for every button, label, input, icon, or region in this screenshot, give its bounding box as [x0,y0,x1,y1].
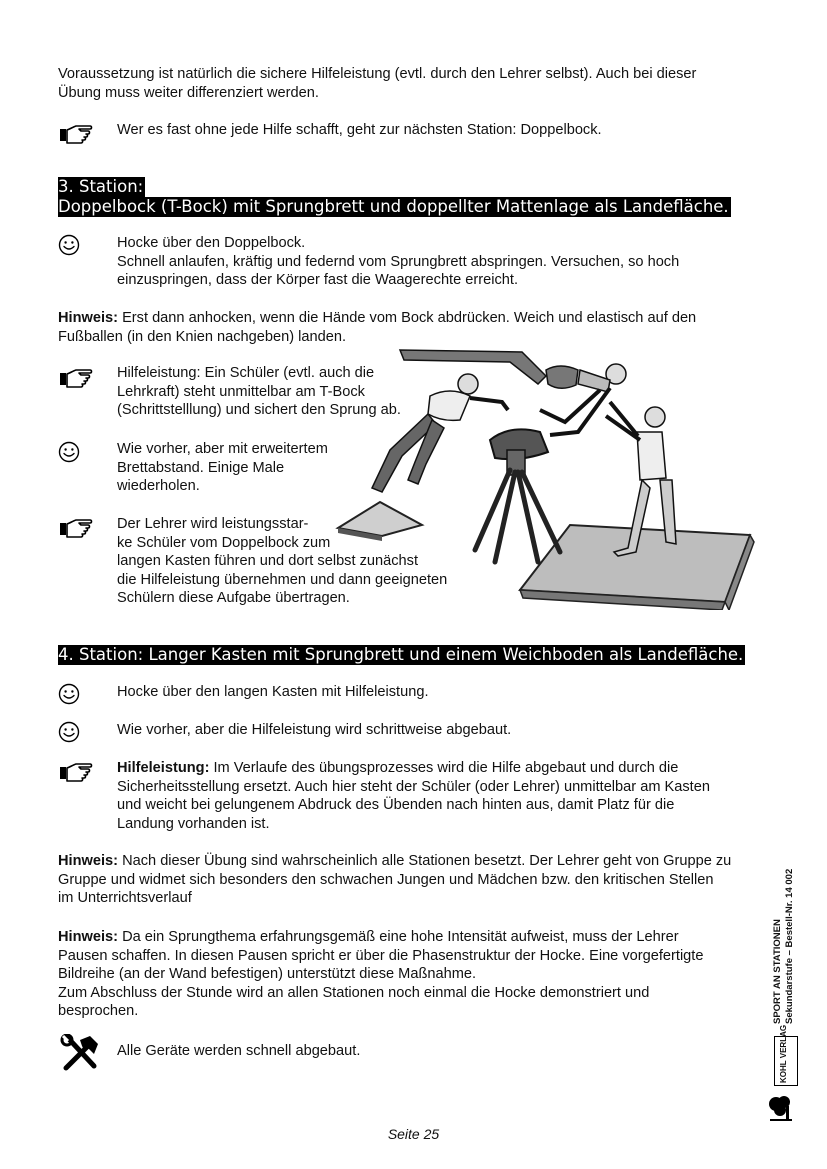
task-line: Schnell anlaufen, kräftig und federnd vom Sprungbrett abspringen. Versuchen, so hoch [117,253,680,270]
jumping-student [372,374,508,492]
hint-text: Bildreihe (an der Wand befestigen) unterstützt diese Maßnahme. [58,966,477,983]
pointing-hand-icon [58,761,98,783]
station4-hint1 [58,852,763,908]
hint-text: Pausen schaffen. In diesen Pausen spricht er über die Phasenstruktur der Hocke. Eine vorgefertigte [58,947,704,964]
task-line: Hocke über den Doppelbock. [117,235,306,251]
hint-text: im Unterrichtsverlauf [58,890,192,907]
station3-task1 [117,234,757,290]
task-line: Wie vorher, aber mit erweitertem [117,441,328,457]
pointing-hand-icon [58,367,98,389]
station4-heading-line: 4. Station: Langer Kasten mit Sprungbrett und einem Weichboden als Landefläche. [58,645,744,664]
smiley-face-icon [58,441,80,463]
teacher-line: ke Schüler vom Doppelbock zum [117,534,331,551]
smiley-face-icon [58,721,80,743]
task-line: wiederholen. [117,478,200,495]
teacher-line: Der Lehrer wird leistungsstar- [117,516,309,532]
help-text: Sicherheitsstellung ersetzt. Auch hier steht der Schüler (oder Lehrer) unmittelbar am Kasten [117,778,710,795]
page-number: Seite 25 [387,1126,440,1142]
hint-text: Zum Abschluss der Stunde wird an allen Stationen noch einmal die Hocke demonstriert und [58,984,650,1001]
hint-text: Erst dann anhocken, wenn die Hände vom Bock abdrücken. Weich und elastisch auf den [118,310,697,326]
sidebar-title: SPORT AN STATIONEN [772,919,783,1024]
hint-label: Hinweis: [58,853,119,869]
help-line: Hilfeleistung: Ein Schüler (evtl. auch die [117,365,375,381]
hint-text: Nach dieser Übung sind wahrscheinlich alle Stationen besetzt. Der Lehrer geht von Gruppe zu [118,853,732,869]
task-line: Brettabstand. Einige Male [117,459,285,476]
station3-task2 [117,440,328,496]
hint-text: besprochen. [58,1003,139,1020]
intro-paragraph [58,65,758,102]
teacher-line: die Hilfeleistung übernehmen und dann geeigneten [117,571,448,588]
station3-heading-line: Doppelbock (T-Bock) mit Sprungbrett und doppellter Mattenlage als Landefläche. [58,197,729,216]
vault-illustration [310,340,765,610]
next-station-note: Wer es fast ohne jede Hilfe schafft, geht zur nächsten Station: Doppelbock. [117,122,602,138]
hint-label: Hinweis: [58,929,119,945]
pointing-hand-icon [58,123,98,145]
pointing-hand-icon [58,517,98,539]
hint-text: Gruppe und widmet sich besonders den schwachen Jungen und Mädchen bzw. den kritischen Stellen [58,871,714,888]
hammer-wrench-icon [60,1034,100,1074]
cleanup-note: Alle Geräte werden schnell abgebaut. [117,1043,361,1059]
publisher-sidebar [768,826,798,1126]
hint-text: Da ein Sprungthema erfahrungsgemäß eine hohe Intensität aufweist, muss der Lehrer [118,929,679,945]
publisher-tree-logo-icon [766,1092,796,1122]
smiley-face-icon [58,683,80,705]
publisher-name: KOHL VERLAG [779,1024,788,1083]
station4-hint2 [58,928,763,1021]
help-line: Lehrkraft) steht unmittelbar am T-Bock [117,383,365,400]
help-label: Hilfeleistung: [117,760,210,776]
publisher-logo-box [774,1024,798,1086]
help-text: und weicht bei gelungenem Abdruck des Übenden nach hinten aus, damit Platz für die [117,797,675,814]
smiley-face-icon [58,234,80,256]
help-line: (Schrittstelllung) und sichert den Sprung ab. [117,402,401,419]
teacher-line: langen Kasten führen und dort selbst zunächst [117,553,418,570]
help-text: Landung vorhanden ist. [117,815,270,832]
task-line: einzuspringen, dass der Körper fast die Waagerechte erreicht. [117,272,519,289]
station4-help [117,759,757,833]
teacher-line: Schülern diese Aufgabe übertragen. [117,590,350,607]
station3-heading [58,177,731,217]
station4-task2: Wie vorher, aber die Hilfeleistung wird schrittweise abgebaut. [117,722,512,738]
sidebar-order-number: Sekundarstufe – Bestell-Nr. 14 002 [784,868,795,1024]
hint-label: Hinweis: [58,310,119,326]
station4-heading [58,645,745,665]
intro-line: Übung muss weiter differenziert werden. [58,84,319,101]
station3-heading-line: 3. Station: [58,177,144,196]
station4-task1: Hocke über den langen Kasten mit Hilfeleistung. [117,684,429,700]
help-text: Im Verlaufe des übungsprozesses wird die Hilfe abgebaut und durch die [209,760,679,776]
hint-text: Fußballen (in den Knien nachgeben) landen. [58,328,347,345]
intro-line: Voraussetzung ist natürlich die sichere Hilfeleistung (evtl. durch den Lehrer selbst). Auch bei dieser [58,66,697,82]
